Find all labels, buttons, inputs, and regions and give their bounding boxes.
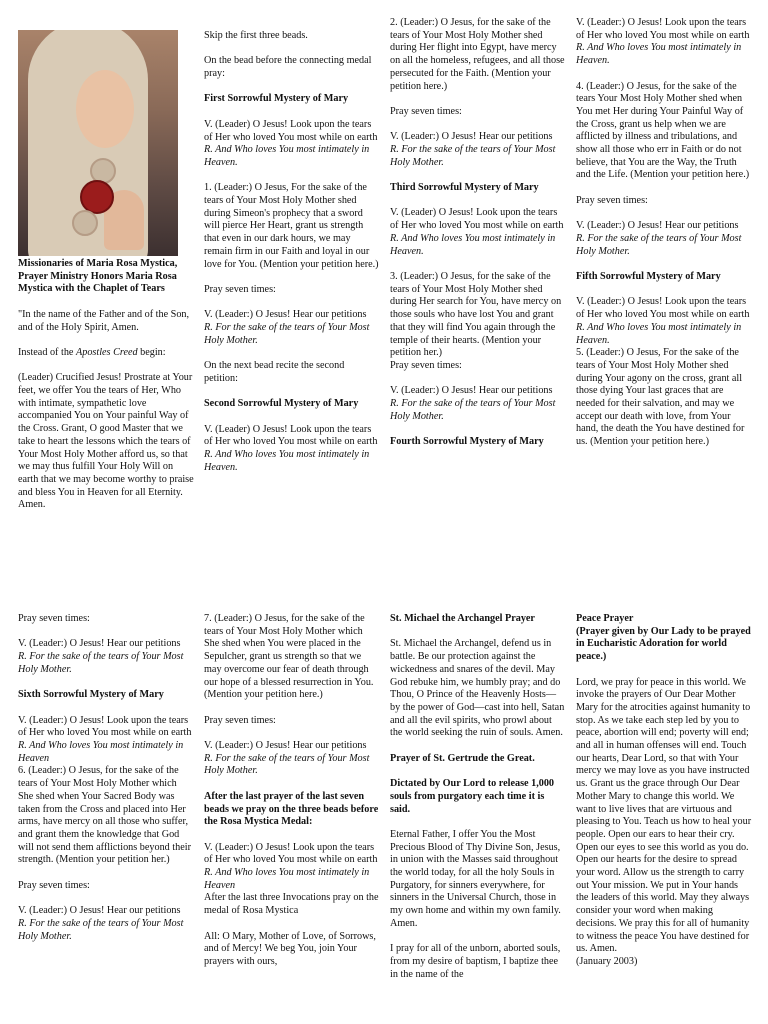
response: R. And Who loves You most intimately in Heaven. <box>204 144 370 168</box>
peace-prayer-heading: Peace Prayer <box>576 613 634 624</box>
unborn-prayer: I pray for all of the unborn, aborted souls, from my desire of baptism, I baptize thee in the name of the <box>390 943 561 980</box>
column-1 <box>18 258 194 525</box>
pray-seven: Pray seven times: <box>18 879 90 891</box>
st-michael-heading: St. Michael the Archangel Prayer <box>390 613 535 624</box>
response: R. And Who loves You most intimately in Heaven <box>18 739 184 764</box>
response: R. And Who loves You most intimately in Heaven. <box>390 232 556 257</box>
column-5 <box>18 613 194 956</box>
column-7 <box>390 613 566 994</box>
versicle: V. (Leader:) O Jesus! Hear our petitions <box>18 905 181 917</box>
after-last-prayer-heading: After the last prayer of the last seven beads we pray on the three beads before the Rosa Mystica Medal: <box>204 790 379 828</box>
response: R. And Who loves You most intimately in Heaven. <box>204 449 370 473</box>
peace-prayer-text: Lord, we pray for peace in this world. We invoke the prayers of Our Dear Mother Mary for the atrocities against humanity to stop. As we take each step led by you to peace, abortion will end; poverty will end; and all in human offenses will end. Touch our hearts, Dear Lord, so that with Your mercy we may love as you have instructed us. Grant us the grace through Our Dear Mother Mary to change this world. We want to live lives that are virtuous and pleasing to You. Teach us how to heal your people. Open our ears to hear their cry. Open our eyes to see this world as you do. Open our hearts for the desire to spread your word. Allow us the strength to carry out Your mission. We put in Your hands the leaders of this world. May they always consider your word when making decisions. We pray this for all of humanity to witness the peace You have destined for us. Amen. <box>576 676 752 955</box>
mystery-6-heading: Sixth Sorrowful Mystery of Mary <box>18 689 164 701</box>
mystery-5-heading: Fifth Sorrowful Mystery of Mary <box>576 271 721 282</box>
versicle: V. (Leader) O Jesus! Look upon the tears of Her who loved You most while on earth <box>390 207 564 232</box>
peace-prayer-subheading: (Prayer given by Our Lady to be prayed in Eucharistic Adoration for world peace.) <box>576 625 751 663</box>
response: R. For the sake of the tears of Your Most Holy Mother. <box>576 232 742 257</box>
response: R. And Who loves You most intimately in Heaven <box>204 867 370 891</box>
ministry-caption: Missionaries of Maria Rosa Mystica, Prayer Ministry Honors Maria Rosa Mystica with the Chaplet of Tears <box>18 258 178 295</box>
petition-1: 1. (Leader:) O Jesus, For the sake of the tears of Your Most Holy Mother shed during Simeon's prophecy that a sword will pierce Her Heart, grant us strength that even in our dark hours, we may remain firm in our Faith and loyal in our love for You. (Mention your petition here.) <box>204 182 379 270</box>
st-michael-prayer: St. Michael the Archangel, defend us in battle. Be our protection against the wickedness and snares of the devil. May God rebuke him, we humbly pray; and do Thou, O Prince of the Heavenly Hosts—by the power of God—cast into hell, Satan and all the evil spirits, who prowl about the world seeking the ruin of souls. Amen. <box>390 638 565 739</box>
petition-6: 6. (Leader:) O Jesus, for the sake of the tears of Your Most Holy Mother which She shed when Your Sacred Body was taken from the Cross and placed into Her arms, have mercy on all those who suffer, and grant them the knowledge that God will not send them afflictions beyond their strength. (Mention your petition her.) <box>18 765 191 866</box>
petition-5: 5. (Leader:) O Jesus, For the sake of the tears of Your Most Holy Mother shed during Your agony on the cross, grant all those dying Your last graces that are needed for their salvation, and may we accept our death with love, from Your hand, the death the You have destined for us. (Mention your petition here.) <box>576 347 745 448</box>
bead-before-text: On the bead before the connecting medal pray: <box>204 55 372 80</box>
petition-2: 2. (Leader:) O Jesus, for the sake of the tears of Your Most Holy Mother shed during Her flight into Egypt, have mercy on all the homeless, refugees, and all those persecuted for the Faith. (Mention your petition here.) <box>390 17 565 92</box>
versicle: V. (Leader:) O Jesus! Look upon the tears of Her who loved You most while on earth <box>204 841 378 866</box>
mystery-2-heading: Second Sorrowful Mystery of Mary <box>204 398 359 410</box>
all-prayer: All: O Mary, Mother of Love, of Sorrows, and of Mercy! We beg You, join Your prayers with ours, <box>204 930 376 967</box>
st-gertrude-heading: Prayer of St. Gertrude the Great. <box>390 752 535 764</box>
dictated-heading: Dictated by Our Lord to release 1,000 souls from purgatory each time it is said. <box>390 778 555 815</box>
mystery-3-heading: Third Sorrowful Mystery of Mary <box>390 182 539 194</box>
leader-prayer: (Leader) Crucified Jesus! Prostrate at Your feet, we offer You the tears of Her, Who with intimate, sympathetic love accompanied You on Your painful Way of the Cross. Grant, O good Master that we take to heart the lessons which the tears of Your Most Holy Mother afford us, so that we may thus fulfill Your Holy Will on earth that we may become worthy to praise and bless You in Heaven for all Eternity. Amen. <box>18 372 194 511</box>
after-invocations-text: After the last three Invocations pray on the medal of Rosa Mystica <box>204 892 379 917</box>
pray-seven: Pray seven times: <box>576 194 648 206</box>
eternal-father-prayer: Eternal Father, I offer You the Most Precious Blood of Thy Divine Son, Jesus, in union with the Masses said throughout the world today, for all the holy Souls in Purgatory, for sinners everywhere, for sinners in the Universal Church, those in my own home and within my own family. Amen. <box>390 828 561 929</box>
pray-seven: Pray seven times: <box>18 613 90 624</box>
instead-line: Instead of the Apostles Creed begin: <box>18 346 166 358</box>
petition-4: 4. (Leader:) O Jesus, for the sake of the tears Your Most Holy Mother shed when You met Her during Your Painful Way of the Cross, grant us help when we are afflicted by illness and tribulations, and show all those who err in Faith or do not believe, that You are the Way, the Truth and the Life. (Mention your petition here.) <box>576 80 750 181</box>
peace-prayer-date: (January 2003) <box>576 955 638 967</box>
mystery-1-heading: First Sorrowful Mystery of Mary <box>204 93 349 105</box>
pray-seven: Pray seven times: <box>390 359 462 371</box>
versicle: V. (Leader:) O Jesus! Hear our petitions <box>204 740 367 751</box>
intro-text: "In the name of the Father and of the Son, and of the Holy Spirit, Amen. <box>18 308 190 333</box>
column-2 <box>204 30 380 487</box>
versicle: V. (Leader:) O Jesus! Hear our petitions <box>390 131 553 143</box>
mystery-4-heading: Fourth Sorrowful Mystery of Mary <box>390 436 544 448</box>
response: R. For the sake of the tears of Your Most Holy Mother. <box>390 398 556 422</box>
response: R. And Who loves You most intimately in Heaven. <box>576 42 742 67</box>
response: R. For the sake of the tears of Your Most Holy Mother. <box>204 752 370 777</box>
response: R. For the sake of the tears of Your Most Holy Mother. <box>204 322 370 346</box>
versicle: V. (Leader) O Jesus! Look upon the tears of Her who loved You most while on earth <box>204 423 378 448</box>
rosa-mystica-image <box>18 30 178 256</box>
versicle: V. (Leader:) O Jesus! Look upon the tears of Her who loved You most while on earth <box>576 17 750 41</box>
pray-seven: Pray seven times: <box>204 714 276 726</box>
response: R. For the sake of the tears of Your Most Holy Mother. <box>18 917 184 942</box>
petition-3: 3. (Leader:) O Jesus, for the sake of the tears of Your Most Holy Mother shed during Her search for You, have mercy on those souls who have lost You and grant that they will find You again through the temple of their hearts. (Mention your petition her.) <box>390 270 562 359</box>
versicle: V. (Leader:) O Jesus! Look upon the tears of Her who loved You most while on earth <box>18 714 192 739</box>
column-3 <box>390 17 566 461</box>
versicle: V. (Leader:) O Jesus! Hear our petitions <box>390 385 553 397</box>
versicle: V. (Leader:) O Jesus! Hear our petitions <box>18 638 181 650</box>
response: R. For the sake of the tears of Your Most Holy Mother. <box>390 144 556 168</box>
column-8 <box>576 613 752 981</box>
versicle: V. (Leader:) O Jesus! Look upon the tears of Her who loved You most while on earth <box>576 296 750 321</box>
next-bead-text: On the next bead recite the second petition: <box>204 360 345 384</box>
response: R. For the sake of the tears of Your Most Holy Mother. <box>18 651 184 675</box>
response: R. And Who loves You most intimately in Heaven. <box>576 321 742 346</box>
pray-seven: Pray seven times: <box>390 105 462 117</box>
skip-text: Skip the first three beads. <box>204 30 308 41</box>
petition-7: 7. (Leader:) O Jesus, for the sake of the tears of Your Most Holy Mother which She shed when You were placed in the Sepulcher, grant us strength so that we may overcome our fear of death through our hope of a blessed resurrection in You. (Mention your petition here.) <box>204 613 374 701</box>
versicle: V. (Leader) O Jesus! Look upon the tears of Her who loved You most while on earth <box>204 118 378 143</box>
column-6 <box>204 613 380 981</box>
versicle: V. (Leader:) O Jesus! Hear our petitions <box>204 309 367 321</box>
pray-seven: Pray seven times: <box>204 283 276 295</box>
column-4 <box>576 17 752 462</box>
versicle: V. (Leader:) O Jesus! Hear our petitions <box>576 220 739 232</box>
